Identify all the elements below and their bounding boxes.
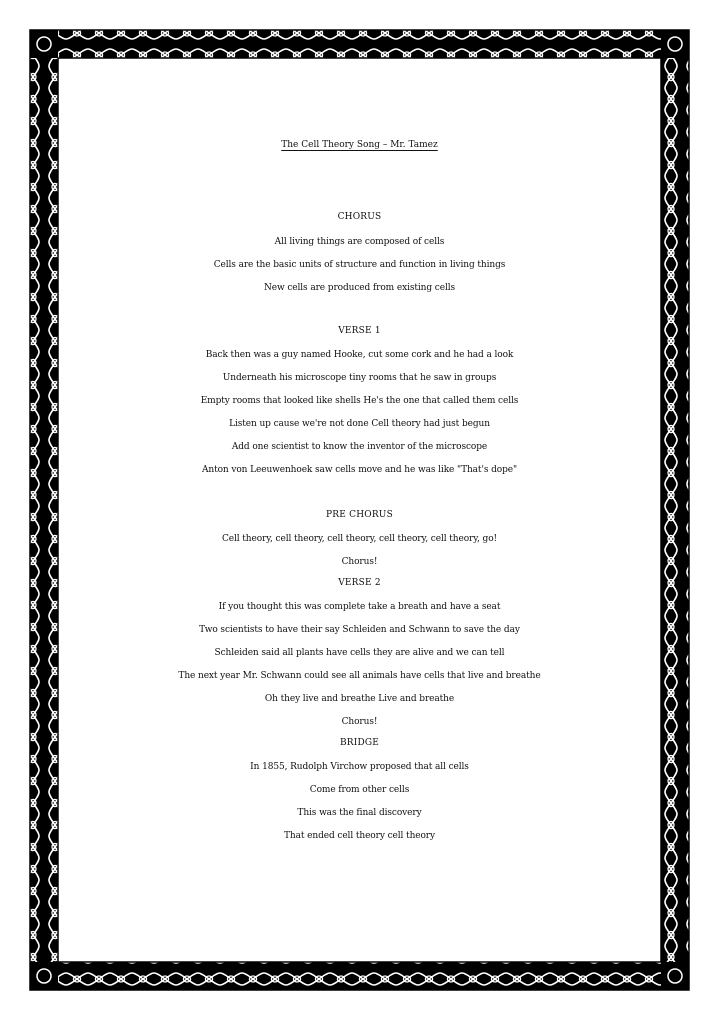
chorus-line: Cells are the basic units of structure and function in living things bbox=[213, 260, 506, 270]
verse1-line: Back then was a guy named Hooke, cut some cork and he had a look bbox=[205, 350, 514, 360]
verse1-line: Empty rooms that looked like shells He's the one that called them cells bbox=[200, 396, 519, 406]
verse2-line: Chorus! bbox=[341, 717, 378, 727]
bridge-line: Come from other cells bbox=[309, 785, 410, 795]
verse1-line: Add one scientist to know the inventor of the microscope bbox=[231, 442, 488, 452]
song-title: The Cell Theory Song – Mr. Tamez bbox=[281, 140, 438, 150]
prechorus-line: Cell theory, cell theory, cell theory, cell theory, cell theory, go! bbox=[221, 534, 498, 544]
chorus-line: All living things are composed of cells bbox=[274, 237, 445, 247]
bridge-line: That ended cell theory cell theory bbox=[284, 831, 435, 841]
verse2-line: Oh they live and breathe Live and breathe bbox=[264, 694, 455, 704]
bridge-line: In 1855, Rudolph Virchow proposed that all cells bbox=[250, 762, 469, 772]
verse1-line: Listen up cause we're not done Cell theory had just begun bbox=[229, 419, 490, 429]
chorus-heading: CHORUS bbox=[337, 212, 382, 222]
verse1-heading: VERSE 1 bbox=[338, 326, 381, 336]
chorus-line: New cells are produced from existing cells bbox=[263, 283, 456, 293]
verse1-line: Anton von Leeuwenhoek saw cells move and he was like "That's dope" bbox=[201, 465, 518, 475]
verse1-line: Underneath his microscope tiny rooms that he saw in groups bbox=[222, 373, 497, 383]
prechorus-line: Chorus! bbox=[341, 557, 378, 567]
bridge-heading: BRIDGE bbox=[339, 738, 380, 748]
verse2-line: If you thought this was complete take a breath and have a seat bbox=[218, 602, 501, 612]
verse2-line: Schleiden said all plants have cells they are alive and we can tell bbox=[214, 648, 505, 658]
verse2-heading: VERSE 2 bbox=[338, 578, 381, 588]
verse2-line: The next year Mr. Schwann could see all animals have cells that live and breathe bbox=[178, 671, 541, 681]
bridge-line: This was the final discovery bbox=[297, 808, 422, 818]
border-bottom bbox=[30, 962, 689, 990]
verse2-line: Two scientists to have their say Schleiden and Schwann to save the day bbox=[199, 625, 520, 635]
border-top bbox=[30, 30, 689, 58]
prechorus-heading: PRE CHORUS bbox=[326, 510, 393, 520]
